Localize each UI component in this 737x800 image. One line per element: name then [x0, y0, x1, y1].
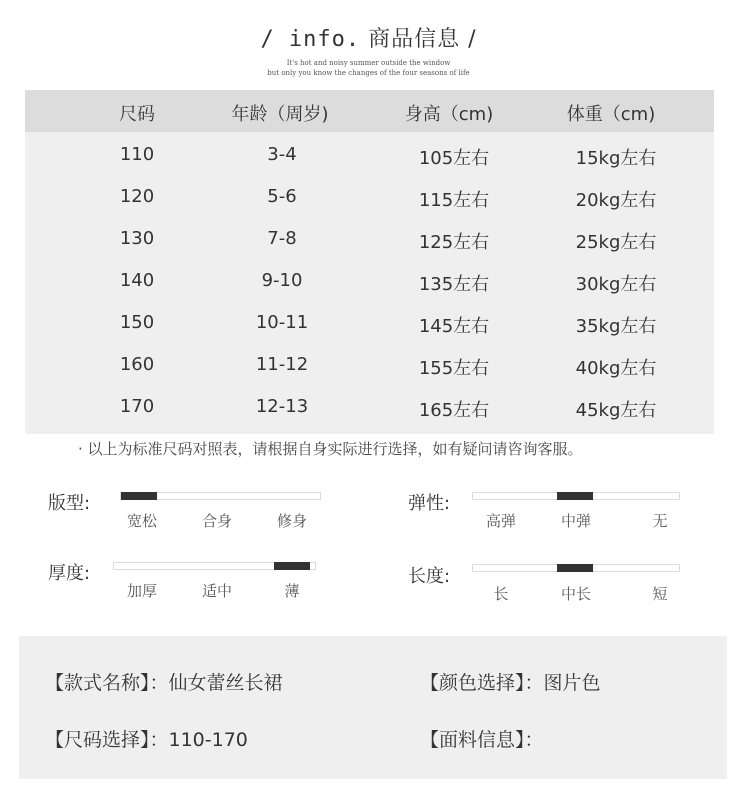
size-note: · 以上为标准尺码对照表，请根据自身实际进行选择，如有疑问请咨询客服。	[78, 440, 583, 458]
size-table-cell: 35kg左右	[575, 316, 657, 337]
fit-label: 版型:	[48, 493, 91, 514]
header-weight: 体重（cm)	[566, 104, 656, 125]
thickness-marker	[274, 562, 310, 570]
size-table-cell: 115左右	[418, 190, 490, 211]
size-table-cell: 110	[119, 144, 155, 165]
length-option-long: 长	[493, 585, 509, 603]
size-table-cell: 155左右	[418, 358, 490, 379]
fit-option-loose: 宽松	[126, 512, 158, 530]
info-size: 【尺码选择】：110-170	[45, 729, 248, 751]
fit-option-slim: 修身	[276, 512, 308, 530]
size-table-cell: 7-8	[267, 228, 297, 249]
thickness-bar	[113, 562, 316, 570]
size-table	[25, 90, 714, 434]
size-table-cell: 45kg左右	[575, 400, 657, 421]
length-option-short: 短	[652, 585, 668, 603]
info-style-name: 【款式名称】：仙女蕾丝长裙	[45, 672, 283, 694]
size-table-cell: 105左右	[418, 148, 490, 169]
fit-bar	[120, 492, 321, 500]
size-table-cell: 130	[119, 228, 155, 249]
size-table-cell: 170	[119, 396, 155, 417]
title-cn: 商品信息 /	[368, 27, 477, 52]
header-height: 身高（cm)	[404, 104, 494, 125]
elasticity-option-medium: 中弹	[560, 512, 592, 530]
size-table-cell: 125左右	[418, 232, 490, 253]
size-table-cell: 30kg左右	[575, 274, 657, 295]
thickness-option-medium: 适中	[201, 582, 233, 600]
size-table-cell: 20kg左右	[575, 190, 657, 211]
product-info-panel	[19, 636, 727, 779]
size-table-cell: 5-6	[267, 186, 297, 207]
fit-option-regular: 合身	[201, 512, 233, 530]
subtitle-line-2: but only you know the changes of the four seasons of life	[267, 69, 470, 77]
thickness-option-thick: 加厚	[126, 582, 158, 600]
size-table-header	[25, 90, 714, 132]
size-table-cell: 145左右	[418, 316, 490, 337]
length-marker	[557, 564, 593, 572]
size-table-cell: 10-11	[255, 312, 309, 333]
header-age: 年龄（周岁)	[231, 104, 329, 125]
size-table-cell: 140	[119, 270, 155, 291]
subtitle-line-1: It's hot and noisy summer outside the window	[286, 59, 451, 67]
info-fabric: 【面料信息】：	[420, 729, 544, 751]
size-table-cell: 15kg左右	[575, 148, 657, 169]
elasticity-label: 弹性:	[408, 493, 451, 514]
elasticity-option-high: 高弹	[485, 512, 517, 530]
info-color: 【颜色选择】：图片色	[420, 672, 601, 694]
size-table-cell: 135左右	[418, 274, 490, 295]
header-size: 尺码	[119, 104, 155, 125]
size-table-cell: 40kg左右	[575, 358, 657, 379]
size-table-cell: 160	[119, 354, 155, 375]
length-option-midi: 中长	[560, 585, 592, 603]
size-table-cell: 25kg左右	[575, 232, 657, 253]
size-table-cell: 9-10	[261, 270, 303, 291]
size-table-cell: 150	[119, 312, 155, 333]
size-table-cell: 120	[119, 186, 155, 207]
thickness-label: 厚度:	[48, 563, 91, 584]
length-label: 长度:	[408, 566, 451, 587]
size-table-cell: 11-12	[255, 354, 309, 375]
elasticity-marker	[557, 492, 593, 500]
page-title	[0, 22, 737, 53]
size-table-cell: 12-13	[255, 396, 309, 417]
elasticity-option-none: 无	[652, 512, 668, 530]
length-bar	[472, 564, 680, 572]
fit-marker	[121, 492, 157, 500]
elasticity-bar	[472, 492, 680, 500]
thickness-option-thin: 薄	[284, 582, 300, 600]
size-table-cell: 165左右	[418, 400, 490, 421]
size-table-cell: 3-4	[267, 144, 297, 165]
title-en: / info.	[260, 27, 361, 52]
